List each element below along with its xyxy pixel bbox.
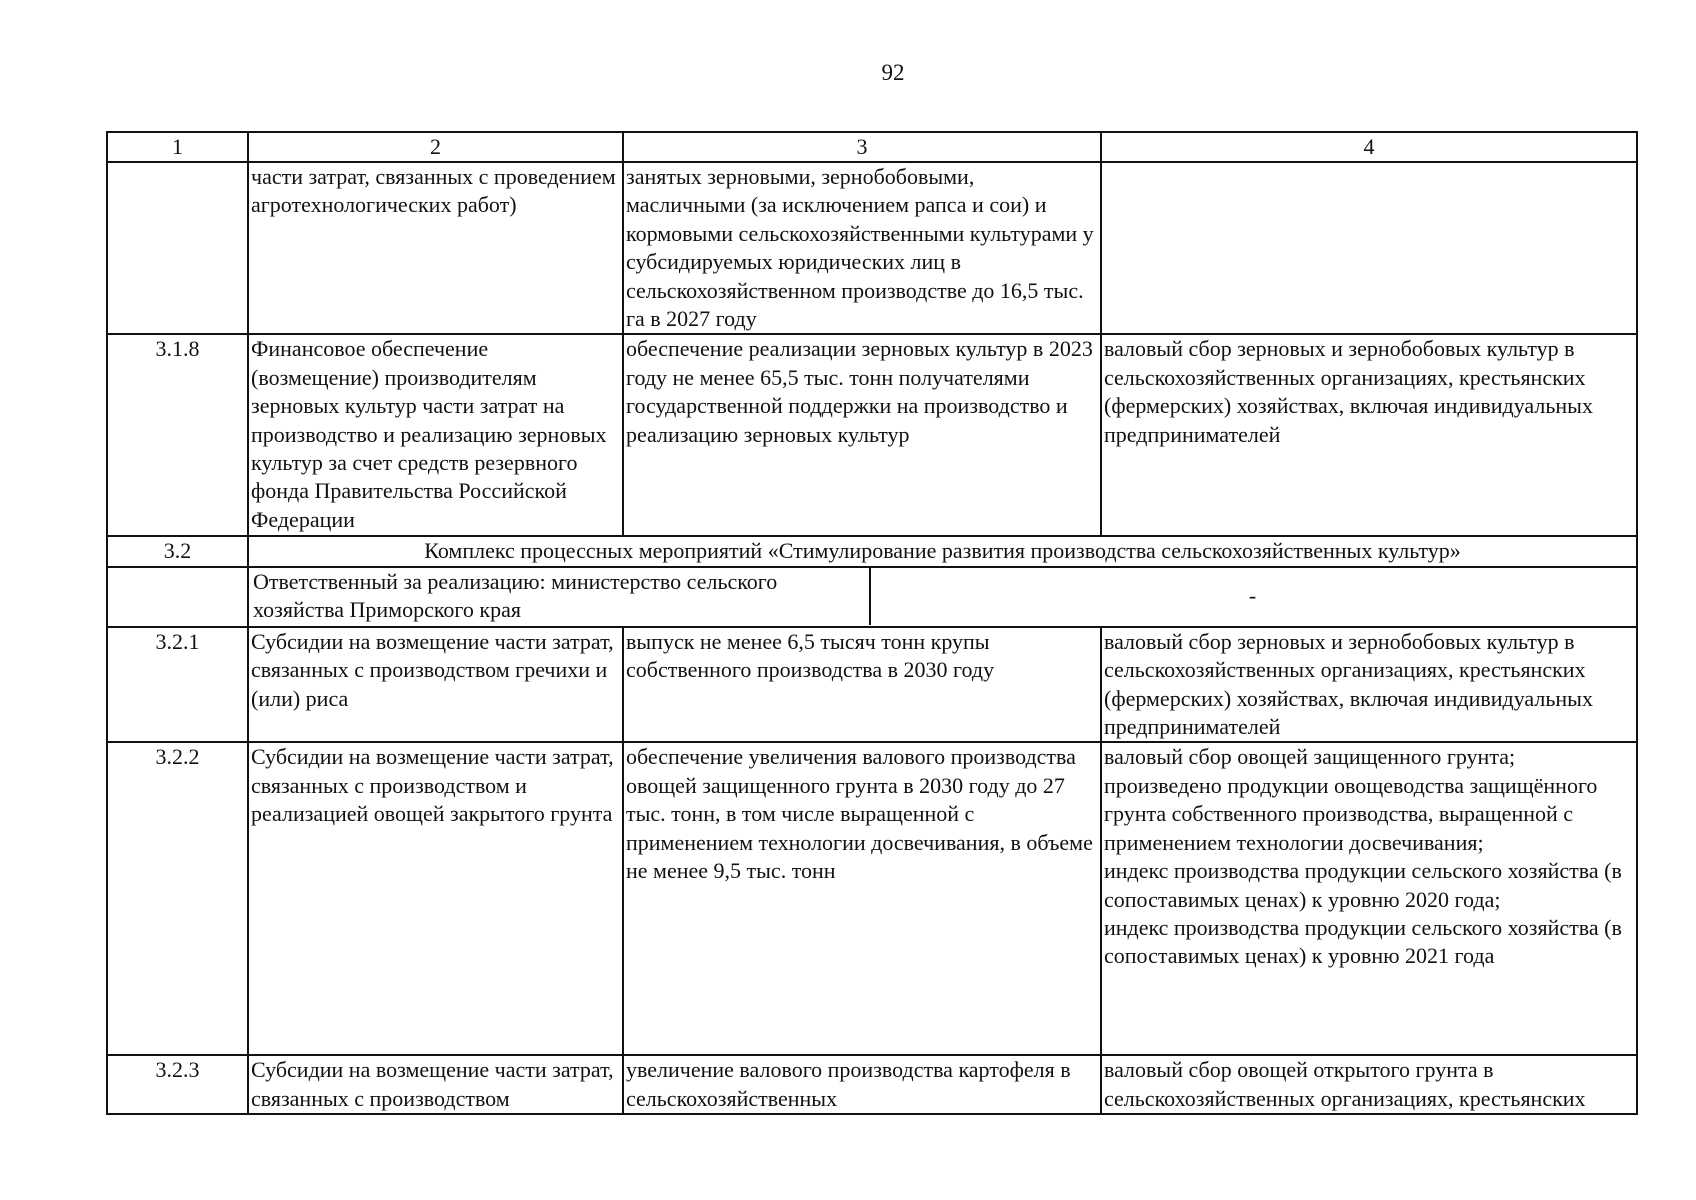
- table-row: [107, 742, 1637, 1055]
- measure-name: Субсидии на возмещение части затрат, связанных с производством гречихи и (или) риса: [248, 627, 623, 743]
- row-number: 3.2.3: [107, 1055, 248, 1114]
- section-title: Комплекс процессных мероприятий «Стимулирование развития производства сельскохозяйственных культур»: [248, 536, 1637, 566]
- table-row: [107, 162, 1637, 334]
- section-number: 3.2: [107, 536, 248, 566]
- measure-indicator: [1101, 742, 1637, 1055]
- table-row: [107, 1055, 1637, 1114]
- measure-name: Субсидии на возмещение части затрат, связанных с производством: [248, 1055, 623, 1114]
- measure-indicator: валовый сбор зерновых и зернобобовых культур в сельскохозяйственных организациях, крестьянских (фермерских) хозяйствах, включая индивидуальных предпринимателей: [1101, 334, 1637, 536]
- responsible-cell: [248, 567, 1637, 627]
- measure-indicator: [1101, 162, 1637, 334]
- indicator-line: индекс производства продукции сельского хозяйства (в сопоставимых ценах) к уровню 2021 года: [1104, 914, 1622, 969]
- indicator-line: валовый сбор овощей защищенного грунта;: [1104, 744, 1516, 770]
- page-number: 92: [881, 60, 905, 85]
- header-col-3: 3: [623, 132, 1101, 162]
- responsible-value: -: [1248, 583, 1257, 609]
- measure-result: занятых зерновыми, зернобобовыми, масличными (за исключением рапса и сои) и кормовыми сельскохозяйственными культурами у субсидируемых юридических лиц в сельскохозяйственном производстве до 16,5 тыс. га в 2027 году: [623, 162, 1101, 334]
- measures-table: [106, 131, 1638, 1115]
- responsible-text: Ответственный за реализацию: министерство сельского хозяйства Приморского края: [251, 568, 871, 625]
- section-row: [107, 536, 1637, 566]
- measure-name: Финансовое обеспечение (возмещение) производителям зерновых культур части затрат на производство и реализацию зерновых культур за счет средств резервного фонда Правительства Российской Федерации: [248, 334, 623, 536]
- responsible-empty-cell: [107, 567, 248, 627]
- measure-indicator: валовый сбор зерновых и зернобобовых культур в сельскохозяйственных организациях, крестьянских (фермерских) хозяйствах, включая индивидуальных предпринимателей: [1101, 627, 1637, 743]
- measure-result: увеличение валового производства картофеля в сельскохозяйственных: [623, 1055, 1101, 1114]
- header-col-4: 4: [1101, 132, 1637, 162]
- table-row: [107, 334, 1637, 536]
- measure-result: обеспечение увеличения валового производства овощей защищенного грунта в 2030 году до 27 тыс. тонн, в том числе выращенной с применением технологии досвечивания, в объеме не менее 9,5 тыс. тонн: [623, 742, 1101, 1055]
- indicator-line: индекс производства продукции сельского хозяйства (в сопоставимых ценах) к уровню 2020 года;: [1104, 858, 1622, 912]
- table-row: [107, 627, 1637, 743]
- row-number: 3.2.2: [107, 742, 248, 1055]
- measure-name: части затрат, связанных с проведением агротехнологических работ): [248, 162, 623, 334]
- measure-indicator: валовый сбор овощей открытого грунта в сельскохозяйственных организациях, крестьянских: [1101, 1055, 1637, 1114]
- header-col-1: 1: [107, 132, 248, 162]
- measure-result: обеспечение реализации зерновых культур в 2023 году не менее 65,5 тыс. тонн получателями государственной поддержки на производство и реализацию зерновых культур: [623, 334, 1101, 536]
- row-number: [107, 162, 248, 334]
- table-header-row: [107, 132, 1637, 162]
- header-col-2: 2: [248, 132, 623, 162]
- measure-name: Субсидии на возмещение части затрат, связанных с производством и реализацией овощей закрытого грунта: [248, 742, 623, 1055]
- row-number: 3.1.8: [107, 334, 248, 536]
- row-number: 3.2.1: [107, 627, 248, 743]
- indicator-line: произведено продукции овощеводства защищённого грунта собственного производства, выращенной с применением технологии досвечивания;: [1104, 772, 1598, 855]
- responsible-row: [107, 567, 1637, 627]
- measure-result: выпуск не менее 6,5 тысяч тонн крупы собственного производства в 2030 году: [623, 627, 1101, 743]
